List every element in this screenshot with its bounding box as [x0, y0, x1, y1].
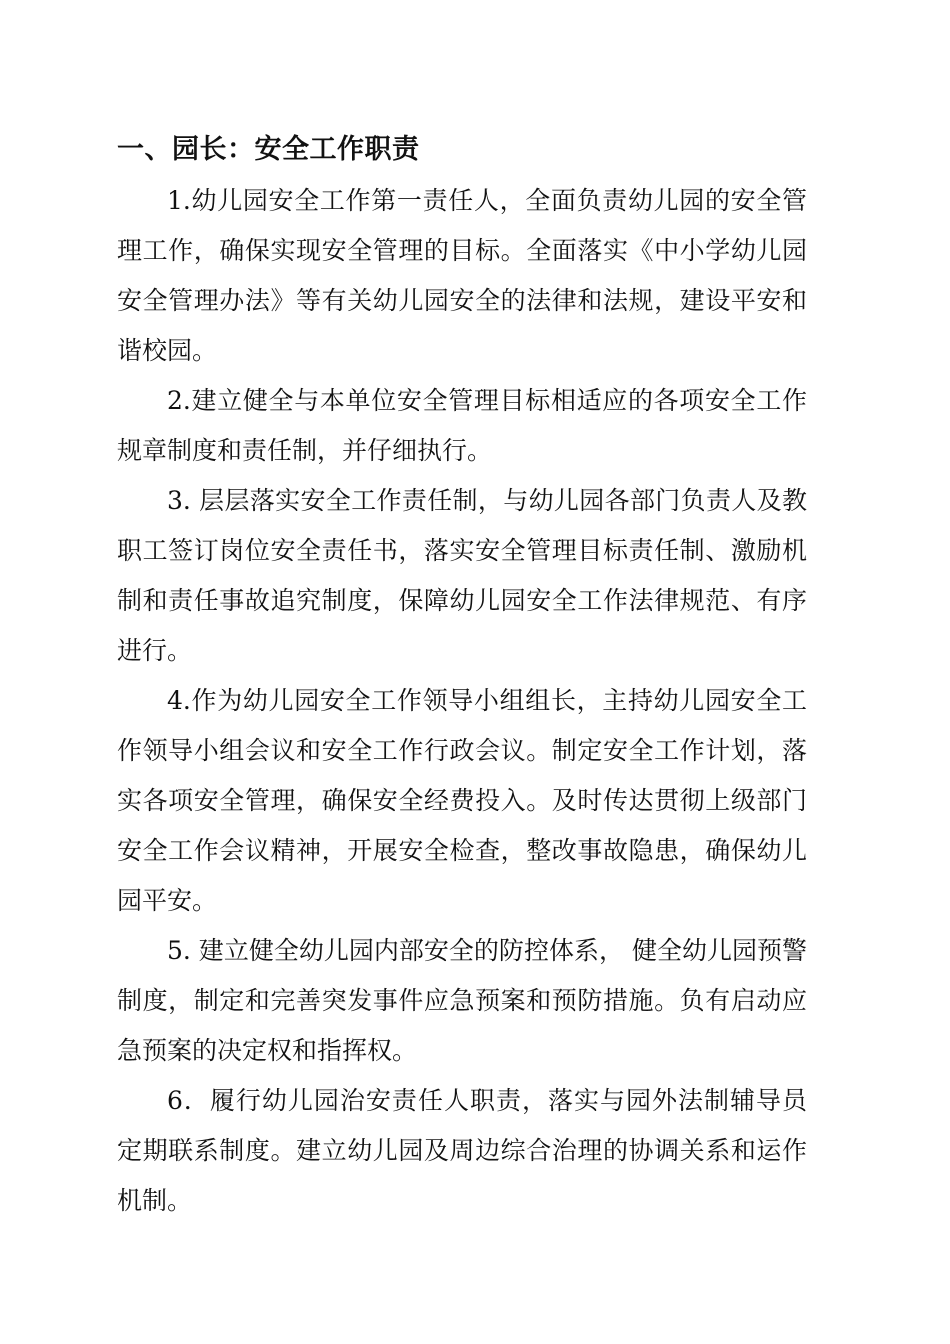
duty-paragraph-2: 2.建立健全与本单位安全管理目标相适应的各项安全工作规章制度和责任制，并仔细执行。: [117, 386, 807, 465]
duty-paragraph-5: 5. 建立健全幼儿园内部安全的防控体系， 健全幼儿园预警制度，制定和完善突发事件应急预案和预防措施。负有启动应急预案的决定权和指挥权。: [117, 936, 807, 1065]
duty-paragraph-6: 6．履行幼儿园治安责任人职责，落实与园外法制辅导员定期联系制度。建立幼儿园及周边综合治理的协调关系和运作机制。: [117, 1086, 807, 1215]
duty-paragraph-3: 3. 层层落实安全工作责任制，与幼儿园各部门负责人及教职工签订岗位安全责任书，落实安全管理目标责任制、激励机制和责任事故追究制度，保障幼儿园安全工作法律规范、有序进行。: [117, 486, 807, 665]
document-body: [117, 128, 807, 1226]
duty-paragraph-4: 4.作为幼儿园安全工作领导小组组长，主持幼儿园安全工作领导小组会议和安全工作行政会议。制定安全工作计划，落实各项安全管理，确保安全经费投入。及时传达贯彻上级部门安全工作会议精神，开展安全检查，整改事故隐患，确保幼儿园平安。: [117, 686, 807, 915]
section-heading: 一、园长：安全工作职责: [117, 134, 420, 165]
duty-paragraph-1: 1.幼儿园安全工作第一责任人，全面负责幼儿园的安全管理工作，确保实现安全管理的目标。全面落实《中小学幼儿园安全管理办法》等有关幼儿园安全的法律和法规，建设平安和谐校园。: [117, 186, 807, 365]
